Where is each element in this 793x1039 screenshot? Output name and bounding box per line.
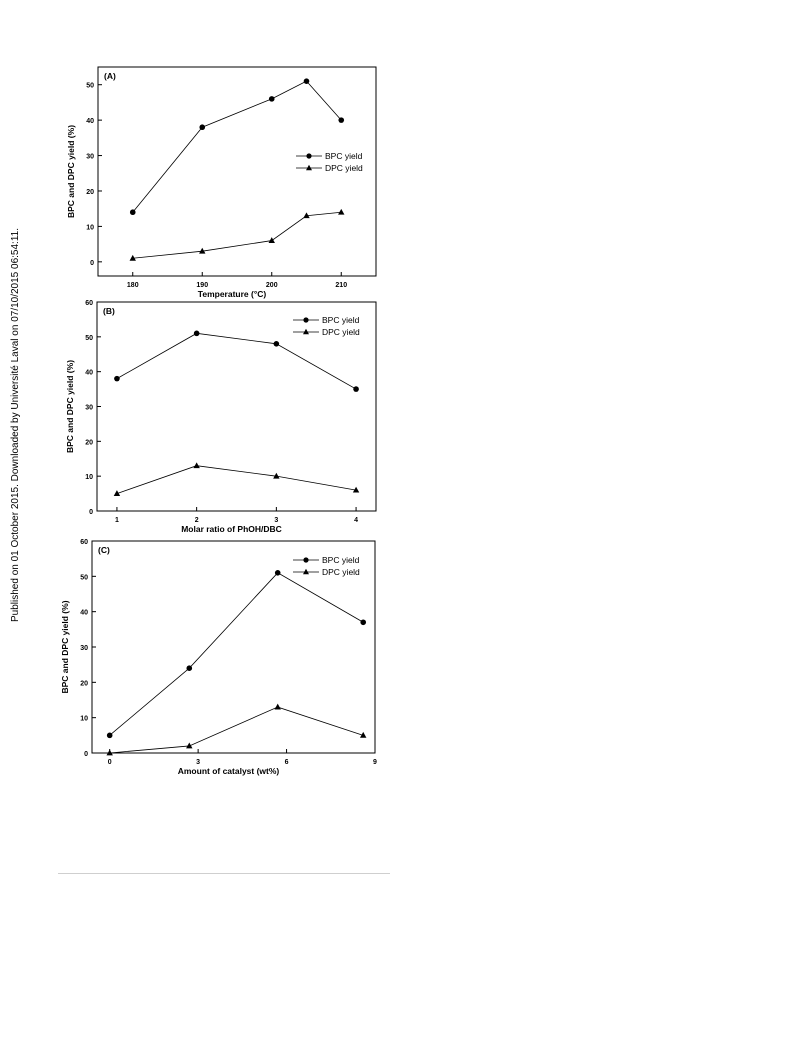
data-point-dpc xyxy=(186,743,192,749)
y-tick-label: 50 xyxy=(80,574,88,582)
y-tick-label: 20 xyxy=(85,439,93,447)
x-tick-label: 2 xyxy=(194,517,199,524)
y-tick-label: 20 xyxy=(80,680,88,688)
x-tick-label: 3 xyxy=(274,517,279,524)
chart-a xyxy=(66,67,376,299)
y-tick-label: 0 xyxy=(89,509,93,516)
legend-marker-bpc xyxy=(303,317,308,322)
data-point-bpc xyxy=(304,78,310,84)
y-tick-label: 40 xyxy=(85,369,93,377)
legend-marker-dpc xyxy=(303,329,309,335)
legend-marker-dpc xyxy=(306,165,312,171)
data-point-dpc xyxy=(338,209,344,215)
y-tick-label: 50 xyxy=(86,82,94,90)
y-tick-label: 40 xyxy=(80,609,88,617)
data-point-bpc xyxy=(360,619,366,625)
data-point-bpc xyxy=(274,341,280,347)
data-point-bpc xyxy=(130,209,136,215)
legend-label: BPC yield xyxy=(322,555,360,565)
x-axis-label: Molar ratio of PhOH/DBC xyxy=(181,524,282,534)
y-tick-label: 10 xyxy=(86,224,94,232)
data-point-bpc xyxy=(186,665,192,671)
panel-label: (B) xyxy=(103,306,115,316)
x-tick-label: 210 xyxy=(335,282,348,289)
series-line-bpc xyxy=(110,573,364,736)
x-tick-label: 4 xyxy=(354,517,359,524)
chart-b xyxy=(65,300,376,534)
bottom-divider xyxy=(58,873,390,874)
panel-label: (A) xyxy=(104,71,116,81)
panel-label: (C) xyxy=(98,545,110,555)
data-point-bpc xyxy=(338,117,344,123)
y-tick-label: 0 xyxy=(90,259,94,267)
data-point-bpc xyxy=(107,733,113,739)
series-line-dpc xyxy=(133,212,342,258)
legend-label: BPC yield xyxy=(325,151,363,161)
legend-label: DPC yield xyxy=(322,327,360,337)
legend-label: DPC yield xyxy=(325,163,363,173)
data-point-dpc xyxy=(269,237,275,243)
data-point-bpc xyxy=(275,570,281,576)
data-point-dpc xyxy=(275,704,281,710)
y-tick-label: 50 xyxy=(85,334,93,342)
data-point-bpc xyxy=(114,376,120,382)
y-tick-label: 40 xyxy=(86,118,94,126)
x-tick-label: 3 xyxy=(196,759,201,766)
series-line-dpc xyxy=(117,466,356,494)
y-tick-label: 30 xyxy=(86,153,94,161)
y-axis-label: BPC and DPC yield (%) xyxy=(66,124,76,219)
x-axis-label: Temperature (°C) xyxy=(197,289,267,299)
chart-c xyxy=(60,539,377,776)
legend-marker-bpc xyxy=(303,557,308,562)
x-tick-label: 0 xyxy=(107,759,112,766)
y-tick-label: 10 xyxy=(80,715,88,723)
y-tick-label: 30 xyxy=(85,404,93,412)
y-axis-label: BPC and DPC yield (%) xyxy=(60,600,70,694)
series-line-bpc xyxy=(133,81,342,212)
y-axis-label: BPC and DPC yield (%) xyxy=(65,359,75,454)
x-axis-label: Amount of catalyst (wt%) xyxy=(177,766,280,776)
x-tick-label: 1 xyxy=(114,517,119,524)
legend-label: DPC yield xyxy=(322,567,360,577)
y-tick-label: 0 xyxy=(84,751,88,758)
legend-label: BPC yield xyxy=(322,315,360,325)
x-tick-label: 180 xyxy=(126,282,139,289)
x-tick-label: 190 xyxy=(196,282,209,289)
legend-marker-dpc xyxy=(303,569,309,575)
y-tick-label: 10 xyxy=(85,474,93,482)
data-point-bpc xyxy=(199,124,205,130)
side-note-text: Published on 01 October 2015. Downloaded by Université Laval on 07/10/2015 06:54:11. xyxy=(10,228,21,622)
y-tick-label: 20 xyxy=(86,188,94,196)
legend-marker-bpc xyxy=(306,153,311,158)
series-line-dpc xyxy=(110,707,364,753)
data-point-bpc xyxy=(194,331,200,337)
series-line-bpc xyxy=(117,333,356,389)
x-tick-label: 9 xyxy=(373,759,377,766)
data-point-bpc xyxy=(353,386,359,392)
x-tick-label: 200 xyxy=(265,282,278,289)
x-tick-label: 6 xyxy=(284,759,289,766)
y-tick-label: 60 xyxy=(80,539,88,546)
data-point-dpc xyxy=(193,462,199,468)
y-tick-label: 60 xyxy=(85,300,93,307)
data-point-bpc xyxy=(269,96,275,102)
y-tick-label: 30 xyxy=(80,645,88,652)
